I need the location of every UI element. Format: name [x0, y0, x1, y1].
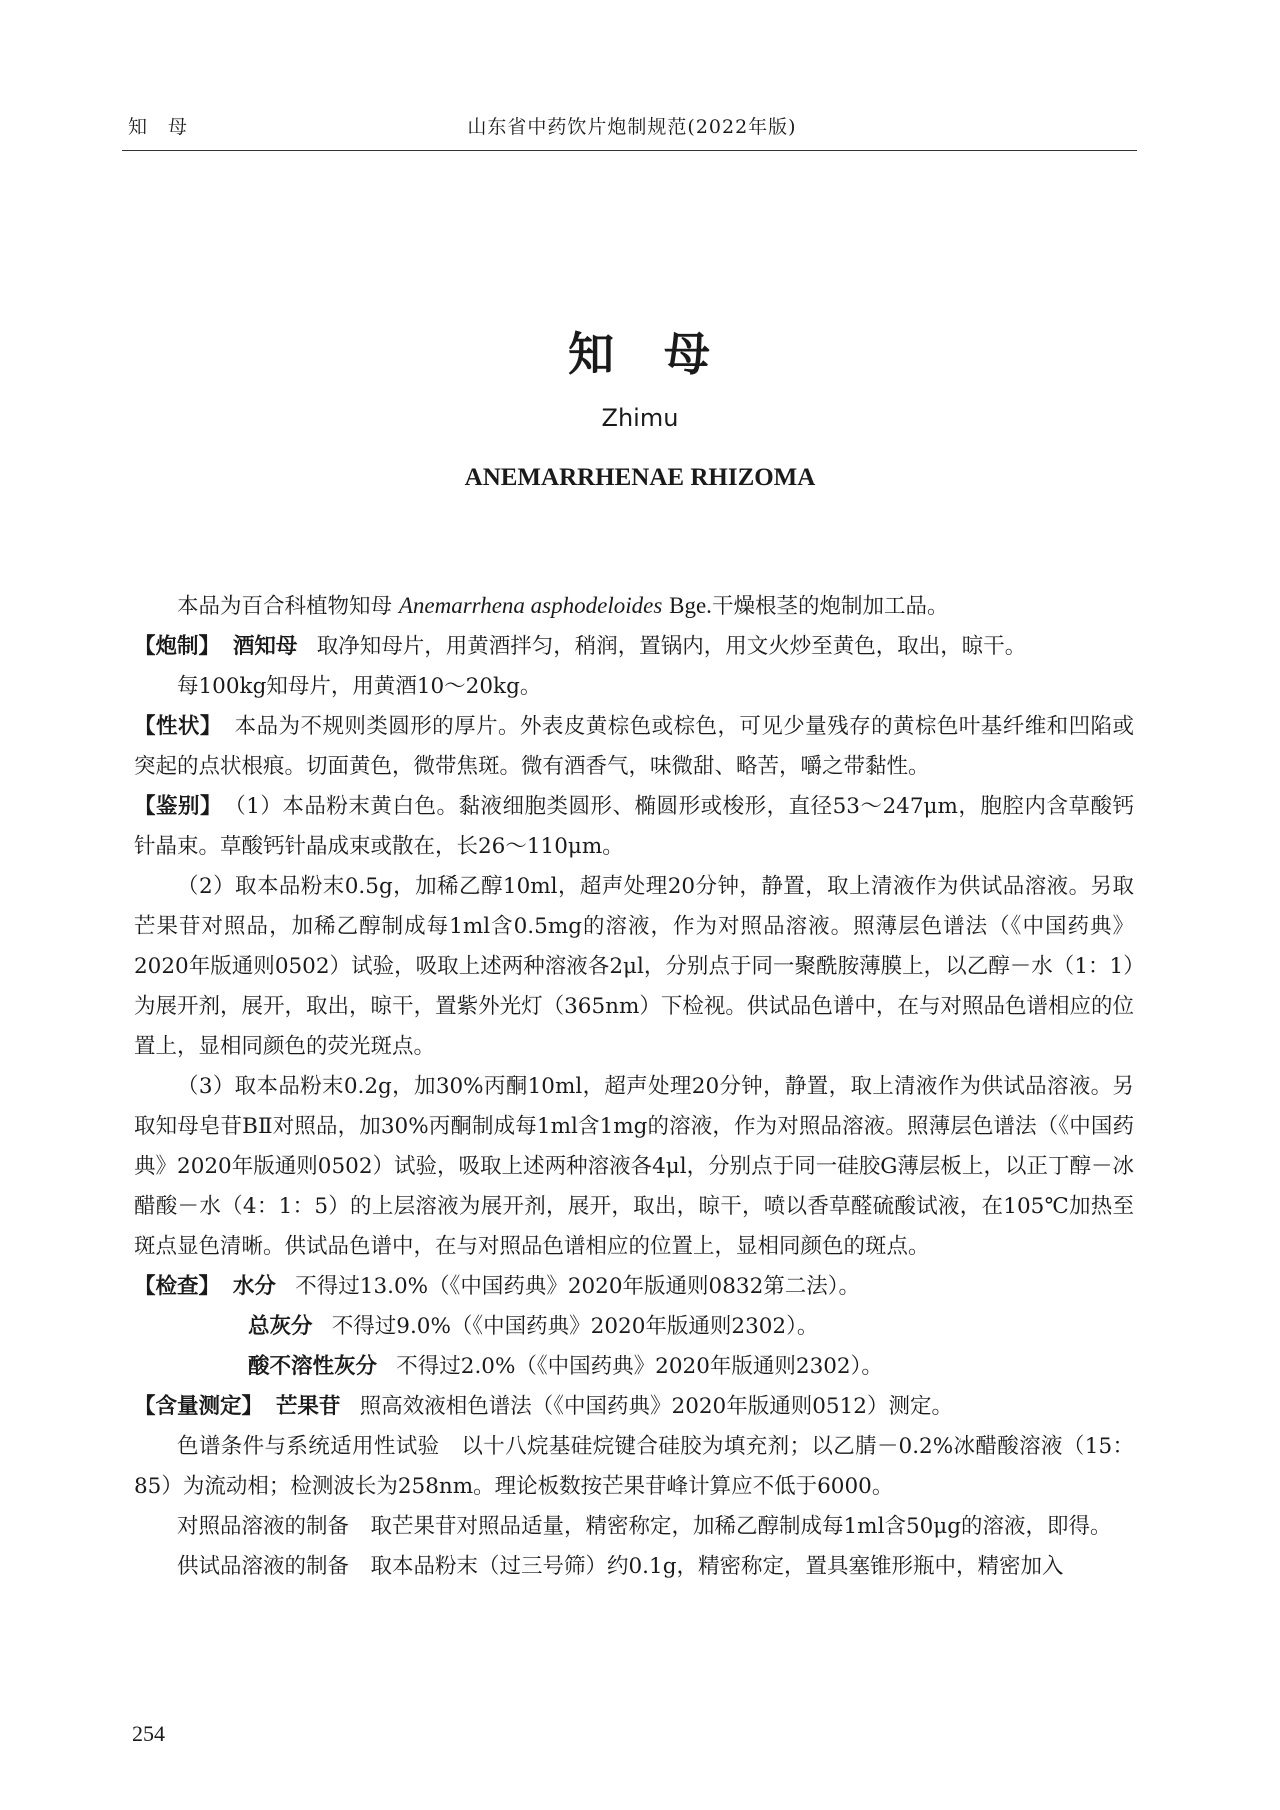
processing-label: 【炮制】: [134, 634, 221, 659]
character-paragraph: [134, 707, 1134, 787]
identification-paragraph-3: （3）取本品粉末0.2g，加30%丙酮10ml，超声处理20分钟，静置，取上清液作为供试品溶液。另取知母皂苷BⅡ对照品，加30%丙酮制成每1ml含1mg的溶液，作为对照品溶液。照薄层色谱法（《中国药典》2020年版通则0502）试验，吸取上述两种溶液各4μl，分别点于同一硅胶G薄层板上，以正丁醇－冰醋酸－水（4：1：5）的上层溶液为展开剂，展开，取出，晾干，喷以香草醛硫酸试液，在105℃加热至斑点显色清晰。供试品色谱中，在与对照品色谱相应的位置上，显相同颜色的斑点。: [134, 1074, 1134, 1259]
latin-name: ANEMARRHENAE RHIZOMA: [464, 464, 816, 491]
header-section-name: 知 母: [128, 116, 189, 138]
identification-text-1: （1）本品粉末黄白色。黏液细胞类圆形、椭圆形或梭形，直径53～247μm，胞腔内含草酸钙针晶束。草酸钙针晶成束或散在，长26～110μm。: [134, 794, 1134, 859]
assay-analyte: 芒果苷: [275, 1394, 341, 1419]
inspection-item-text: 不得过9.0%（《中国药典》2020年版通则2302）。: [331, 1314, 819, 1339]
identification-paragraph-1: [134, 787, 1134, 867]
processing-ratio: 每100kg知母片，用黄酒10～20kg。: [177, 674, 542, 699]
inspection-item-text: 不得过13.0%（《中国药典》2020年版通则0832第二法）。: [295, 1274, 860, 1299]
species-author: Bge.: [669, 593, 712, 618]
page-title: 知 母: [568, 327, 712, 381]
intro-text-end: 干燥根茎的炮制加工品。: [711, 594, 949, 619]
inspection-label: 【检查】: [134, 1274, 221, 1299]
character-label: 【性状】: [134, 714, 222, 739]
character-text: 本品为不规则类圆形的厚片。外表皮黄棕色或棕色，可见少量残存的黄棕色叶基纤维和凹陷或突起的点状根痕。切面黄色，微带焦斑。微有酒香气，味微甜、略苦，嚼之带黏性。: [134, 714, 1134, 779]
monograph-body: [134, 586, 1134, 1587]
intro-text: 本品为百合科植物知母: [177, 594, 393, 619]
intro-paragraph: [134, 586, 1134, 627]
header-book-title: 山东省中药饮片炮制规范(2022年版): [467, 116, 797, 138]
inspection-item-name: 总灰分: [247, 1314, 313, 1339]
page-number: 254: [132, 1721, 165, 1746]
inspection-item-name: 水分: [232, 1274, 276, 1299]
assay-chromatography: 色谱条件与系统适用性试验 以十八烷基硅烷键合硅胶为填充剂；以乙腈－0.2%冰醋酸溶液（15：85）为流动相；检测波长为258nm。理论板数按芒果苷峰计算应不低于6000。: [134, 1434, 1134, 1499]
inspection-moisture: [134, 1267, 1134, 1307]
assay-paragraph: [134, 1387, 1134, 1427]
inspection-total-ash: [134, 1307, 1134, 1347]
processing-text: 取净知母片，用黄酒拌匀，稍润，置锅内，用文火炒至黄色，取出，晾干。: [316, 634, 1027, 659]
header-rule: [122, 150, 1137, 151]
inspection-item-name: 酸不溶性灰分: [247, 1354, 377, 1379]
processing-paragraph: [134, 627, 1134, 667]
identification-label: 【鉴别】: [134, 794, 223, 819]
species-name: Anemarrhena asphodeloides: [398, 593, 663, 618]
assay-test-solution: 供试品溶液的制备 取本品粉末（过三号筛）约0.1g，精密称定，置具塞锥形瓶中，精密加入: [177, 1554, 1064, 1579]
processing-method: 酒知母: [232, 634, 298, 659]
identification-paragraph-2: （2）取本品粉末0.5g，加稀乙醇10ml，超声处理20分钟，静置，取上清液作为供试品溶液。另取芒果苷对照品，加稀乙醇制成每1ml含0.5mg的溶液，作为对照品溶液。照薄层色谱法（《中国药典》2020年版通则0502）试验，吸取上述两种溶液各2μl，分别点于同一聚酰胺薄膜上，以乙醇－水（1：1）为展开剂，展开，取出，晾干，置紫外光灯（365nm）下检视。供试品色谱中，在与对照品色谱相应的位置上，显相同颜色的荧光斑点。: [134, 874, 1134, 1059]
assay-label: 【含量测定】: [134, 1394, 264, 1419]
running-header: [128, 112, 1136, 142]
assay-text: 照高效液相色谱法（《中国药典》2020年版通则0512）测定。: [359, 1394, 953, 1419]
assay-reference-solution: 对照品溶液的制备 取芒果苷对照品适量，精密称定，加稀乙醇制成每1ml含50μg的溶液，即得。: [177, 1514, 1112, 1539]
inspection-item-text: 不得过2.0%（《中国药典》2020年版通则2302）。: [396, 1354, 883, 1379]
inspection-acid-insoluble-ash: [134, 1347, 1134, 1387]
pinyin-name: Zhimu: [601, 404, 679, 432]
